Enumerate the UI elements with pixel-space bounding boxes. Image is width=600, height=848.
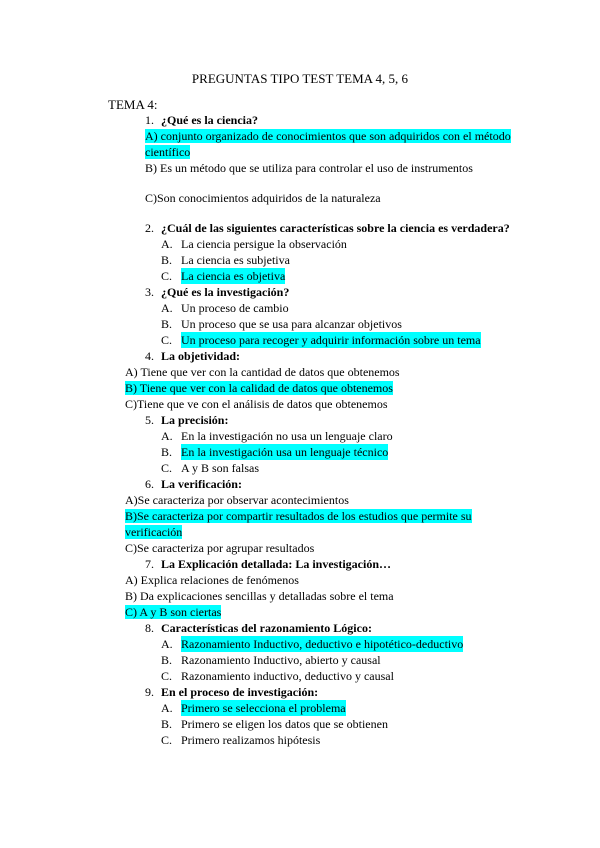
option-text: Un proceso de cambio (181, 301, 289, 315)
option-text: La ciencia es subjetiva (181, 253, 290, 267)
question-8 (145, 620, 525, 636)
option-letter: C. (161, 461, 173, 475)
option-a (161, 236, 525, 252)
question-number: 8. (145, 621, 154, 635)
option-c (161, 268, 525, 284)
option-a (161, 428, 525, 444)
question-text: ¿Qué es la investigación? (161, 285, 290, 299)
answer-line: C)Tiene que ve con el análisis de datos que obtenemos (125, 397, 388, 411)
question-7 (145, 556, 525, 572)
option-text-correct: Un proceso para recoger y adquirir información sobre un tema (181, 333, 481, 347)
question-1 (145, 112, 525, 128)
option-letter: C. (161, 333, 173, 347)
option-letter: A. (161, 301, 173, 315)
answer-line: B) Da explicaciones sencillas y detalladas sobre el tema (125, 589, 394, 603)
question-text: La Explicación detallada: La investigación… (161, 557, 392, 571)
option-c (161, 668, 525, 684)
question-number: 9. (145, 685, 154, 699)
question-number: 7. (145, 557, 154, 571)
option-a (161, 636, 525, 652)
option-text-correct: La ciencia es objetiva (181, 269, 286, 283)
question-list (125, 112, 525, 748)
option-text: Primero se eligen los datos que se obtienen (181, 717, 388, 731)
option-letter: B. (161, 253, 173, 267)
question-text: ¿Cuál de las siguientes características sobre la ciencia es verdadera? (161, 221, 510, 235)
highlighted-answer: B) Tiene que ver con la calidad de datos que obtenemos (125, 381, 393, 395)
answer-line (125, 524, 525, 540)
question-number: 2. (145, 221, 154, 235)
option-b (161, 652, 525, 668)
question-6 (145, 476, 525, 492)
question-text: En el proceso de investigación: (161, 685, 319, 699)
option-a (161, 700, 525, 716)
question-number: 4. (145, 349, 154, 363)
answer-line (125, 508, 525, 524)
question-number: 3. (145, 285, 154, 299)
option-text: Razonamiento inductivo, deductivo y causal (181, 669, 394, 683)
answer-line: A) Tiene que ver con la cantidad de datos que obtenemos (125, 365, 400, 379)
answer-line (125, 604, 525, 620)
question-5 (145, 412, 525, 428)
answer-line: C)Se caracteriza por agrupar resultados (125, 541, 315, 555)
option-b (161, 716, 525, 732)
highlighted-answer: A) conjunto organizado de conocimientos que son adquiridos con el método (145, 129, 511, 143)
option-c (161, 460, 525, 476)
highlighted-answer: científico (145, 145, 191, 159)
option-letter: B. (161, 317, 173, 331)
question-text: La precisión: (161, 413, 229, 427)
answer-line (145, 144, 525, 160)
answer-line (145, 128, 525, 144)
option-b (161, 444, 525, 460)
option-a (161, 300, 525, 316)
highlighted-answer: C) A y B son ciertas (125, 605, 222, 619)
answer-line: B) Es un método que se utiliza para controlar el uso de instrumentos (145, 161, 473, 175)
question-2 (145, 220, 525, 236)
option-text: La ciencia persigue la observación (181, 237, 347, 251)
option-text-correct: Razonamiento Inductivo, deductivo e hipotético-deductivo (181, 637, 464, 651)
option-letter: C. (161, 669, 173, 683)
question-text: Características del razonamiento Lógico: (161, 621, 372, 635)
option-c (161, 332, 525, 348)
option-letter: B. (161, 653, 173, 667)
option-b (161, 252, 525, 268)
question-9 (145, 684, 525, 700)
answer-line (125, 380, 525, 396)
answer-line: A)Se caracteriza por observar acontecimientos (125, 493, 349, 507)
answer-line: A) Explica relaciones de fenómenos (125, 573, 299, 587)
answer-line: C)Son conocimientos adquiridos de la naturaleza (145, 191, 381, 205)
option-text-correct: Primero se selecciona el problema (181, 701, 346, 715)
highlighted-answer: verificación (125, 525, 183, 539)
option-letter: B. (161, 445, 173, 459)
question-text: ¿Qué es la ciencia? (161, 113, 258, 127)
option-b (161, 316, 525, 332)
option-letter: C. (161, 269, 173, 283)
option-letter: C. (161, 733, 173, 747)
option-text: Un proceso que se usa para alcanzar objetivos (181, 317, 402, 331)
question-text: La objetividad: (161, 349, 241, 363)
question-number: 1. (145, 113, 154, 127)
question-3 (145, 284, 525, 300)
option-letter: A. (161, 237, 173, 251)
page-title: PREGUNTAS TIPO TEST TEMA 4, 5, 6 (191, 71, 409, 86)
option-text: Razonamiento Inductivo, abierto y causal (181, 653, 381, 667)
option-letter: B. (161, 717, 173, 731)
section-heading: TEMA 4: (108, 97, 158, 112)
option-c (161, 732, 525, 748)
question-text: La verificación: (161, 477, 242, 491)
option-text: Primero realizamos hipótesis (181, 733, 321, 747)
highlighted-answer: B)Se caracteriza por compartir resultados de los estudios que permite su (125, 509, 472, 523)
option-letter: A. (161, 429, 173, 443)
option-letter: A. (161, 701, 173, 715)
question-number: 5. (145, 413, 154, 427)
option-letter: A. (161, 637, 173, 651)
option-text-correct: En la investigación usa un lenguaje técnico (181, 445, 389, 459)
question-4 (145, 348, 525, 364)
question-number: 6. (145, 477, 154, 491)
option-text: En la investigación no usa un lenguaje claro (181, 429, 393, 443)
option-text: A y B son falsas (181, 461, 259, 475)
